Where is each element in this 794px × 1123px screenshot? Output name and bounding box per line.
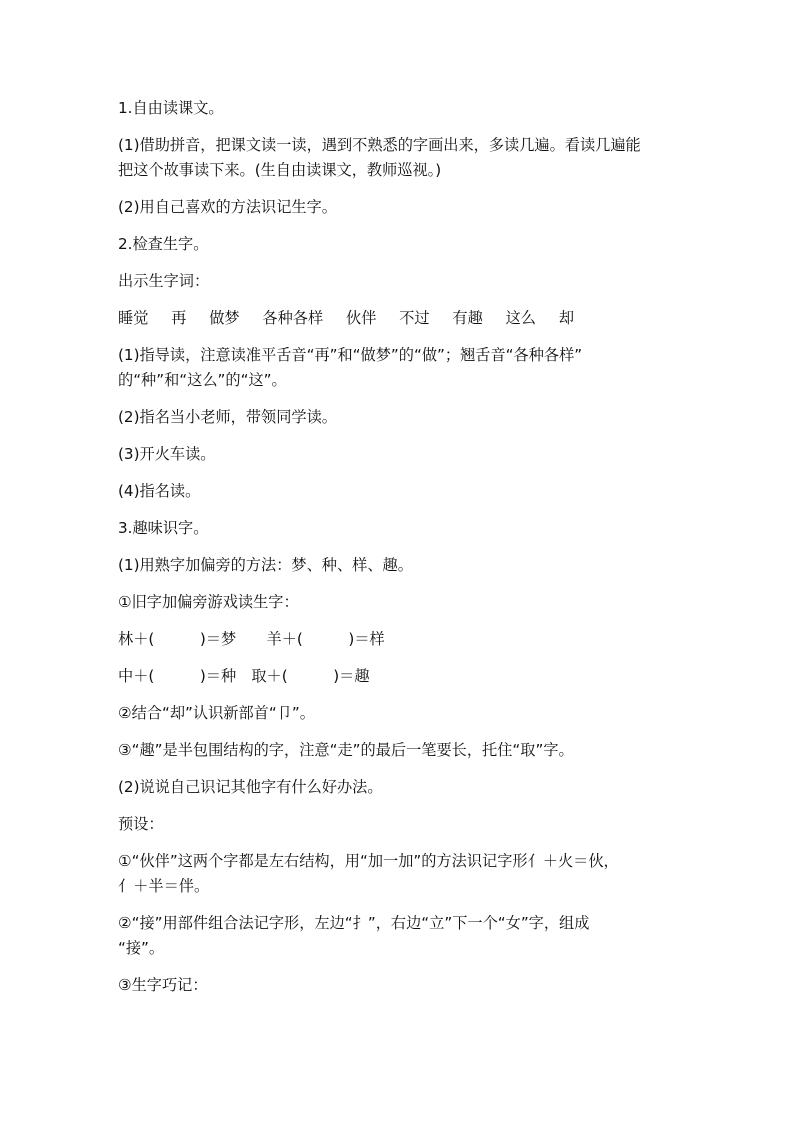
- vocab-word: 各种各样: [262, 309, 324, 327]
- vocab-word: 伙伴: [346, 309, 377, 327]
- preset-3: ③生字巧记：: [118, 976, 208, 994]
- step-3-sub-3: ③“趣”是半包围结构的字，注意“走”的最后一笔要长，托住“取”字。: [118, 741, 574, 759]
- step-3-sub-2: ②结合“却”认识新部首“卩”。: [118, 704, 315, 722]
- vocab-word: 却: [558, 309, 574, 327]
- preset-1-line-2: 亻＋半＝伴。: [118, 877, 210, 895]
- radical-exercise-row-1: 林＋( )＝梦 羊＋( )＝样: [118, 630, 385, 648]
- show-words-label: 出示生字词：: [118, 272, 210, 290]
- step-2-item-3: (3)开火车读。: [118, 445, 216, 463]
- step-2-item-1-line-1: (1)指导读，注意读准平舌音“再”和“做梦”的“做”；翘舌音“各种各样”: [118, 346, 583, 364]
- document-body: [118, 96, 678, 998]
- step-1-item-2: (2)用自己喜欢的方法识记生字。: [118, 198, 337, 216]
- preset-label: 预设：: [118, 815, 164, 833]
- step-1-item-1-line-2: 把这个故事读下来。(生自由读课文，教师巡视。): [118, 161, 442, 179]
- vocab-word: 再: [171, 309, 187, 327]
- step-1-heading: 1.自由读课文。: [118, 99, 224, 117]
- preset-2-line-1: ②“接”用部件组合法记字形，左边“扌”，右边“立”下一个“女”字，组成: [118, 914, 590, 932]
- vocabulary-words-row: [118, 306, 678, 331]
- vocab-word: 睡觉: [118, 309, 149, 327]
- preset-2-line-2: “接”。: [118, 939, 165, 957]
- step-2-item-2: (2)指名当小老师，带领同学读。: [118, 408, 337, 426]
- step-2-item-4: (4)指名读。: [118, 482, 201, 500]
- step-3-item-2: (2)说说自己识记其他字有什么好办法。: [118, 778, 383, 796]
- step-3-item-1: (1)用熟字加偏旁的方法：梦、种、样、趣。: [118, 556, 413, 574]
- step-1-item-1-line-1: (1)借助拼音，把课文读一读，遇到不熟悉的字画出来，多读几遍。看读几遍能: [118, 136, 641, 154]
- vocab-word: 这么: [505, 309, 536, 327]
- step-3-heading: 3.趣味识字。: [118, 519, 209, 537]
- preset-1-line-1: ①“伙伴”这两个字都是左右结构，用“加一加”的方法识记字形亻＋火＝伙，: [118, 852, 619, 870]
- step-3-sub-1: ①旧字加偏旁游戏读生字：: [118, 593, 299, 611]
- vocab-word: 做梦: [209, 309, 240, 327]
- vocab-word: 不过: [399, 309, 430, 327]
- radical-exercise-row-2: 中＋( )＝种 取＋( )＝趣: [118, 667, 370, 685]
- vocab-word: 有趣: [452, 309, 483, 327]
- step-2-item-1-line-2: 的“种”和“这么”的“这”。: [118, 371, 287, 389]
- step-2-heading: 2.检查生字。: [118, 235, 209, 253]
